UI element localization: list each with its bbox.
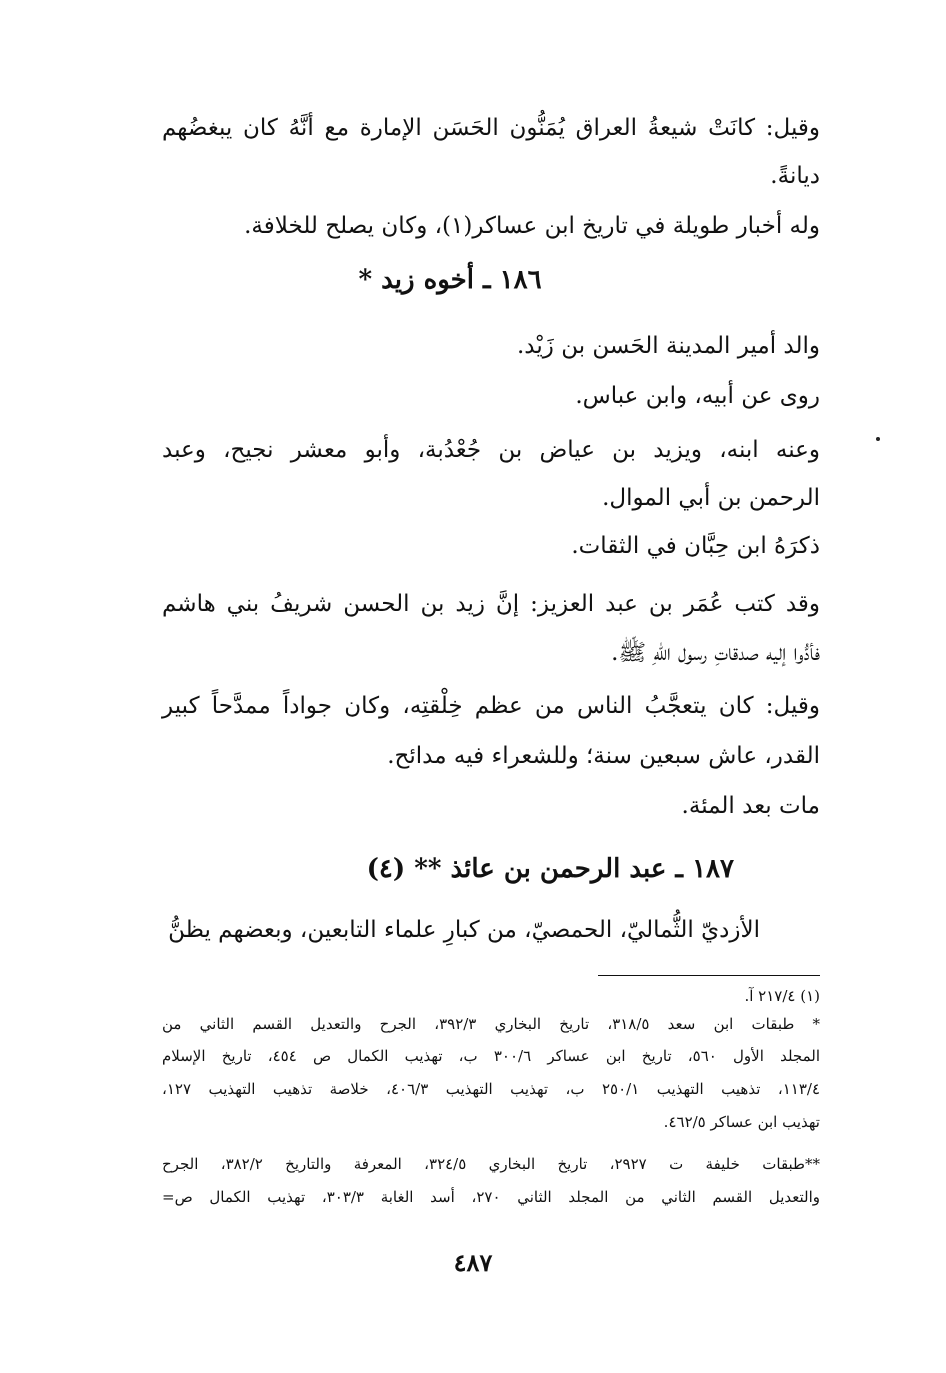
footnote-line: والتعديل القسم الثاني من المجلد الثاني ٢٧٠، أسد الغابة ٣٠٣/٣، تهذيب الكمال ص= <box>162 1188 820 1206</box>
footnote-line: * طبقات ابن سعد ٣١٨/٥، تاريخ البخاري ٣٩٢/٣، الجرح والتعديل القسم الثاني من <box>162 1015 820 1033</box>
footnote-separator <box>598 975 820 976</box>
footnote-line: **طبقات خليفة ت ٢٩٢٧، تاريخ البخاري ٣٢٤/٥، المعرفة والتاريخ ٣٨٢/٢، الجرح <box>162 1155 820 1173</box>
entry-heading-187: ١٨٧ ـ عبد الرحمن بن عائذ ** (٤) <box>366 854 734 884</box>
body-line: وقيل: كانَتْ شيعةُ العراق يُمَنُّون الحَسَن الإمارة مع أنَّهُ كان يبغضُهم <box>162 115 820 141</box>
body-line: وقد كتب عُمَر بن عبد العزيز: إنَّ زيد بن الحسن شريفُ بني هاشم <box>162 591 820 617</box>
footnote-line: (١) ٢١٧/٤ آ. <box>744 987 820 1005</box>
margin-dot <box>876 437 880 441</box>
body-line: وله أخبار طويلة في تاريخ ابن عساكر(١)، وكان يصلح للخلافة. <box>244 213 820 239</box>
body-line: الأزديّ الثُّماليّ، الحمصيّ، من كبارِ علماء التابعين، وبعضهم يظنُّ <box>168 917 760 943</box>
body-line: مات بعد المئة. <box>681 793 820 819</box>
footnote-line: تهذيب ابن عساكر ٤٦٢/٥. <box>663 1113 820 1131</box>
body-line: ذكرَهُ ابن حِبَّان في الثقات. <box>571 533 820 559</box>
body-line: ديانةً. <box>770 163 820 189</box>
body-line: والد أمير المدينة الحَسن بن زَيْد. <box>517 333 820 359</box>
body-line: فأدُّوا إليه صدقاتِ رسول اللهِ ﷺ. <box>611 640 820 666</box>
footnote-line: المجلد الأول ٥٦٠، تاريخ ابن عساكر ٣٠٠/٦ ب، تهذيب الكمال ص ٤٥٤، تاريخ الإسلام <box>162 1047 820 1065</box>
page-number: ٤٨٧ <box>453 1248 493 1277</box>
body-line: الرحمن بن أبي الموال. <box>602 485 820 511</box>
footnote-line: ١١٣/٤، تذهيب التهذيب ٢٥٠/١ ب، تهذيب التهذيب ٤٠٦/٣، خلاصة تذهيب التهذيب ١٢٧، <box>162 1080 820 1098</box>
entry-heading-186: ١٨٦ ـ أخوه زيد * <box>358 265 542 295</box>
body-line: القدر، عاش سبعين سنة؛ وللشعراء فيه مدائح. <box>387 743 820 769</box>
body-line: وعنه ابنه، ويزيد بن عياض بن جُعْدُبة، وأبو معشر نجيح، وعبد <box>162 437 820 463</box>
body-line: وقيل: كان يتعجَّبُ الناس من عظم خِلْقتِه، وكان جواداً ممدَّحاً كبير <box>162 693 820 719</box>
body-line: روى عن أبيه، وابن عباس. <box>575 383 820 409</box>
